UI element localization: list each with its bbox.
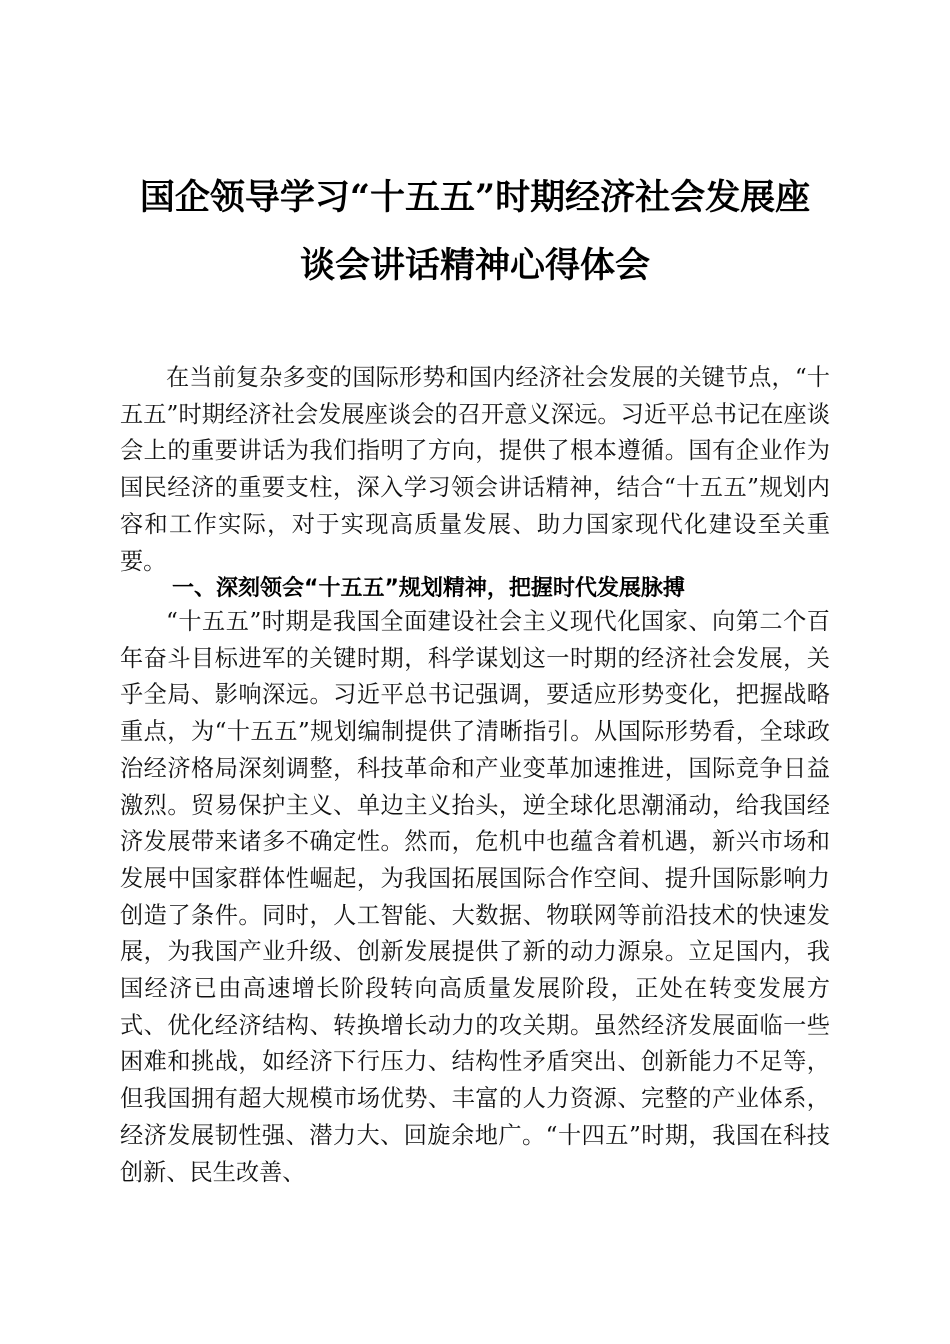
document-title-line-1: 国企领导学习“十五五”时期经济社会发展座 (139, 177, 811, 218)
intro-paragraph: 在当前复杂多变的国际形势和国内经济社会发展的关键节点，“十五五”时期经济社会发展座谈会的召开意义深远。习近平总书记在座谈会上的重要讲话为我们指明了方向，提供了根本遵循。国有企业作为国民经济的重要支柱，深入学习领会讲话精神，结合“十五五”规划内容和工作实际，对于实现高质量发展、助力国家现代化建设至关重要。 (120, 364, 830, 575)
section-heading-1: 一、深刻领会“十五五”规划精神，把握时代发展脉搏 (172, 576, 685, 601)
section-1-paragraph: “十五五”时期是我国全面建设社会主义现代化国家、向第二个百年奋斗目标进军的关键时期，科学谋划这一时期的经济社会发展，关乎全局、影响深远。习近平总书记强调，要适应形势变化，把握战略重点，为“十五五”规划编制提供了清晰指引。从国际形势看，全球政治经济格局深刻调整，科技革命和产业变革加速推进，国际竞争日益激烈。贸易保护主义、单边主义抬头，逆全球化思潮涌动，给我国经济发展带来诸多不确定性。然而，危机中也蕴含着机遇，新兴市场和发展中国家群体性崛起，为我国拓展国际合作空间、提升国际影响力创造了条件。同时，人工智能、大数据、物联网等前沿技术的快速发展，为我国产业升级、创新发展提供了新的动力源泉。立足国内，我国经济已由高速增长阶段转向高质量发展阶段，正处在转变发展方式、优化经济结构、转换增长动力的攻关期。虽然经济发展面临一些困难和挑战，如经济下行压力、结构性矛盾突出、创新能力不足等，但我国拥有超大规模市场优势、丰富的人力资源、完整的产业体系，经济发展韧性强、潜力大、回旋余地广。“十四五”时期，我国在科技创新、民生改善、 (120, 608, 830, 1186)
document-title-line-2: 谈会讲话精神心得体会 (299, 245, 650, 286)
